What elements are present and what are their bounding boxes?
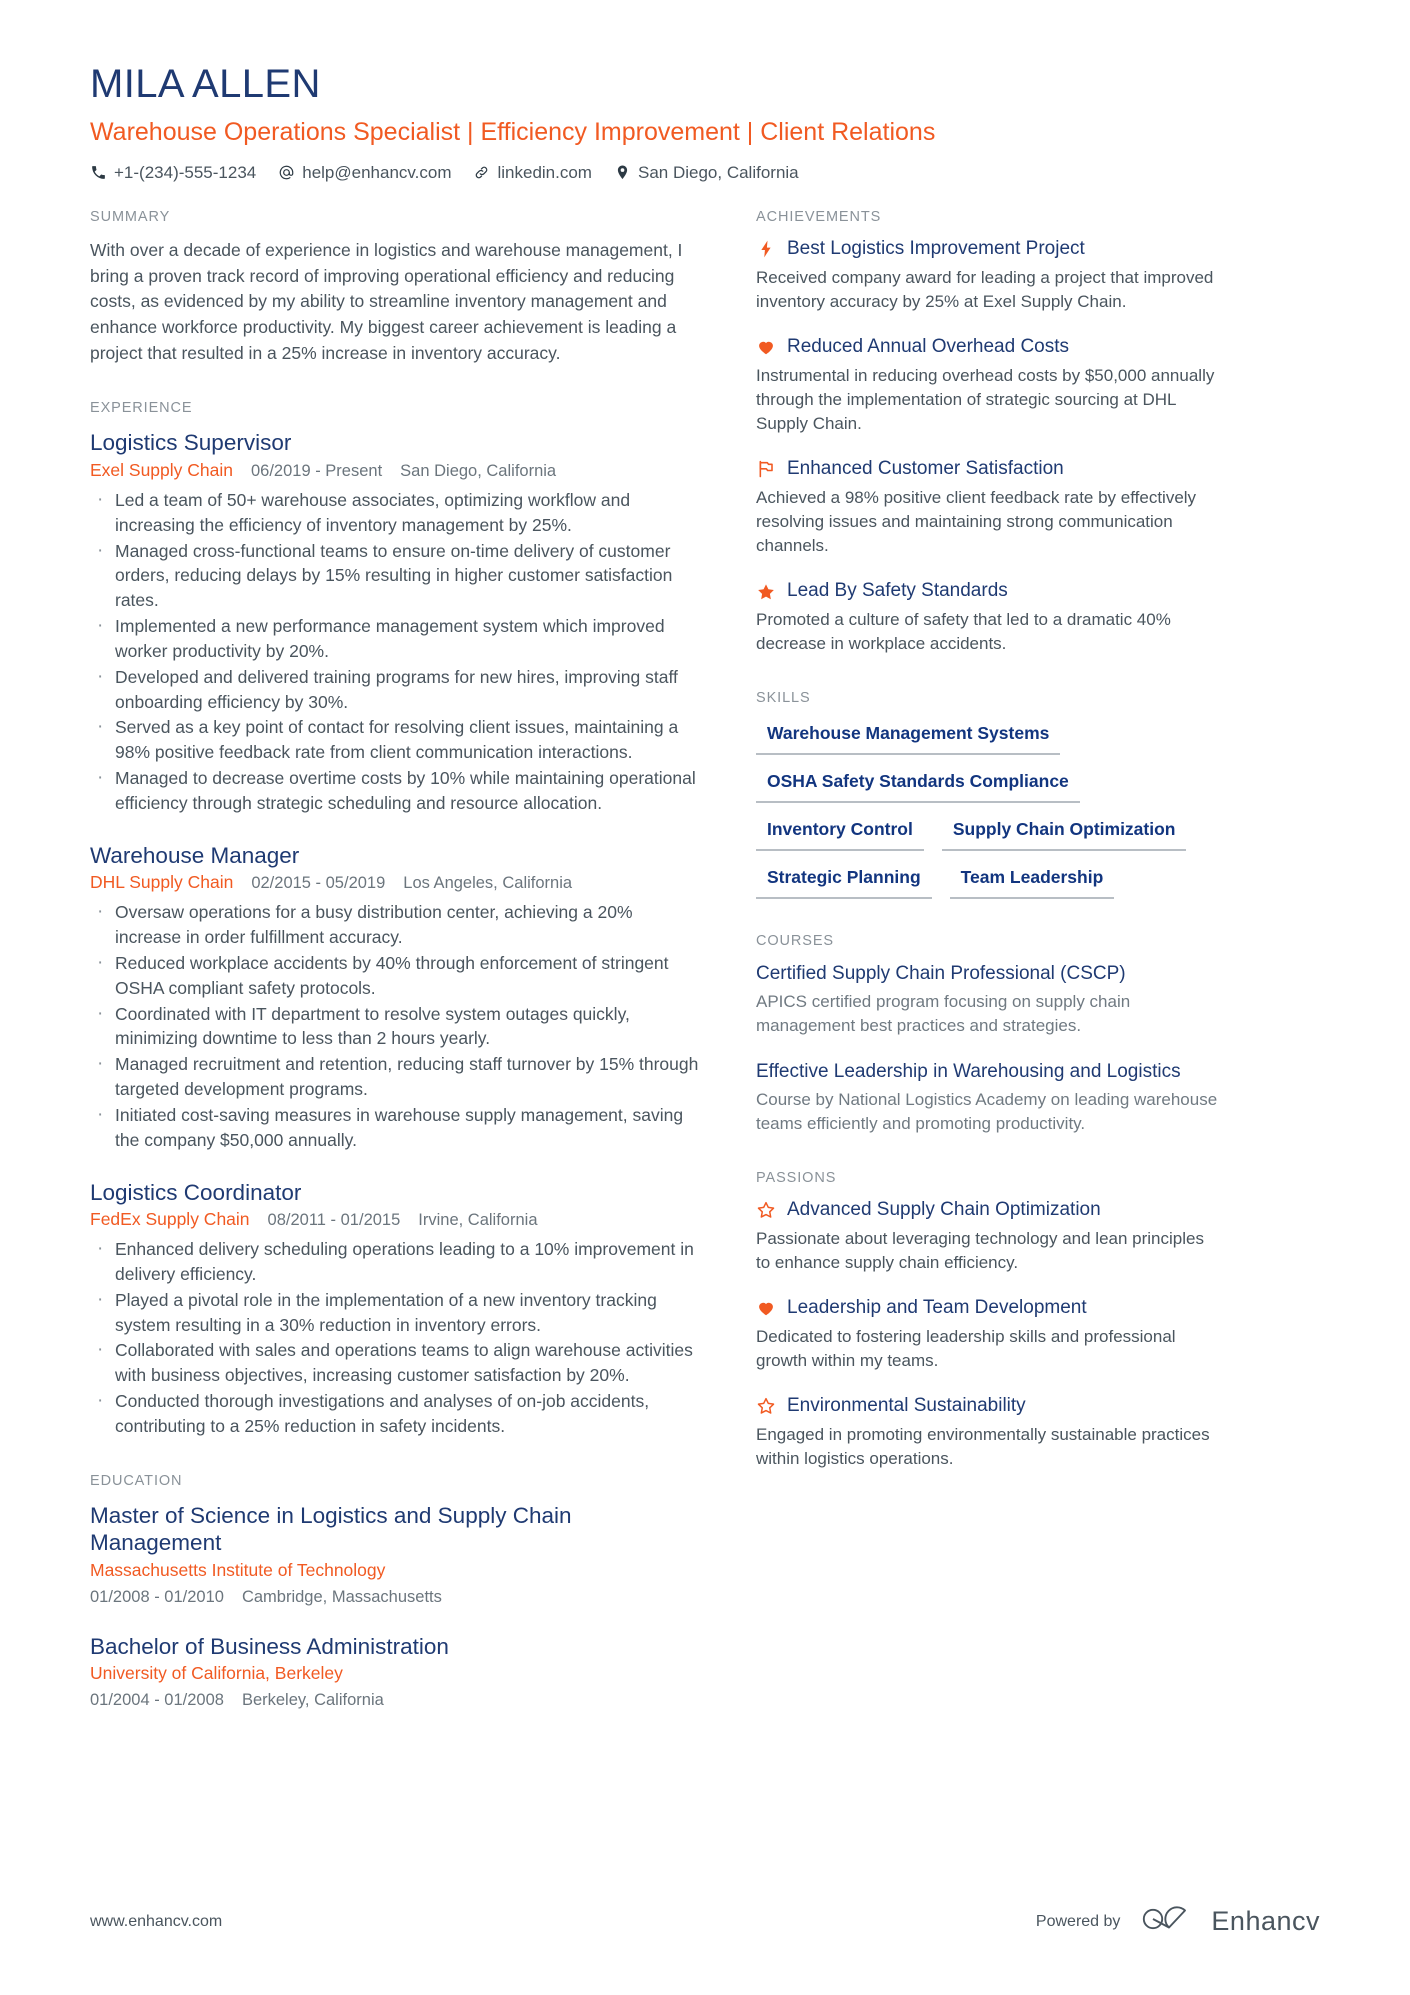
experience-entry	[90, 842, 700, 1153]
achievement-item-description: Achieved a 98% positive client feedback rate by effectively resolving issues and maintaining strong communication channels.	[756, 487, 1197, 556]
achievement-item-head	[756, 238, 1220, 261]
passion-item	[756, 1199, 1220, 1275]
achievement-item-description: Received company award for leading a project that improved inventory accuracy by 25% at Exel Supply Chain.	[756, 267, 1214, 311]
resume-footer	[90, 1906, 1320, 1937]
course-item	[756, 1060, 1220, 1136]
achievement-item-title: Best Logistics Improvement Project	[787, 237, 1085, 259]
powered-by-label: Powered by	[1035, 1912, 1121, 1930]
contact-item-email[interactable]	[278, 163, 451, 183]
contact-text: San Diego, California	[637, 162, 799, 182]
company-name: DHL Supply Chain	[90, 872, 234, 893]
resume-body	[0, 209, 1410, 1744]
school-name: Massachusetts Institute of Technology	[90, 1559, 386, 1580]
right-column	[756, 209, 1220, 1505]
skill-tag: Supply Chain Optimization	[942, 815, 1187, 851]
passion-item-title: Advanced Supply Chain Optimization	[787, 1198, 1101, 1220]
courses-section	[756, 933, 1220, 1136]
experience-bullet: · Managed to decrease overtime costs by 10% while maintaining operational efficiency through strategic scheduling and resource allocation.	[90, 766, 700, 816]
experience-bullet: · Coordinated with IT department to resolve system outages quickly, minimizing downtime to less than 2 hours yearly.	[90, 1002, 700, 1052]
job-meta	[90, 460, 700, 481]
passions-section	[756, 1170, 1220, 1471]
experience-bullet: · Conducted thorough investigations and analyses of on-job accidents, contributing to a 25% reduction in safety incidents.	[90, 1389, 700, 1439]
achievement-item	[756, 238, 1220, 314]
experience-bullet: · Served as a key point of contact for resolving client issues, maintaining a 98% positive feedback rate from client communication interactions.	[90, 715, 700, 765]
job-meta	[90, 1209, 700, 1230]
experience-bullet: · Initiated cost-saving measures in warehouse supply management, saving the company $50,000 annually.	[90, 1103, 700, 1153]
star-outline-icon	[756, 1396, 776, 1416]
achievements-section-label: ACHIEVEMENTS	[756, 208, 882, 225]
education-dates: 01/2008 - 01/2010	[90, 1587, 224, 1606]
experience-entry	[90, 429, 700, 815]
contact-item-link[interactable]	[473, 163, 592, 183]
heart-filled-icon	[756, 337, 776, 357]
contact-item-location-pin[interactable]	[614, 163, 799, 183]
company-name: FedEx Supply Chain	[90, 1209, 250, 1230]
course-description: Course by National Logistics Academy on leading warehouse teams efficiently and promoting productivity.	[756, 1089, 1218, 1133]
professional-headline: Warehouse Operations Specialist | Efficiency Improvement | Client Relations	[90, 117, 936, 146]
skill-tag: Warehouse Management Systems	[756, 719, 1060, 755]
heart-filled-icon	[756, 1298, 776, 1318]
experience-bullet: · Enhanced delivery scheduling operations leading to a 10% improvement in delivery efficiency.	[90, 1237, 700, 1287]
achievements-section	[756, 209, 1220, 656]
passion-item	[756, 1297, 1220, 1373]
location-pin-icon	[614, 164, 631, 181]
education-location: Berkeley, California	[241, 1691, 384, 1710]
passion-item-head	[756, 1395, 1220, 1418]
skill-tag: Team Leadership	[950, 863, 1115, 899]
summary-section	[90, 209, 700, 367]
achievement-item-title: Lead By Safety Standards	[787, 580, 1008, 602]
experience-bullet: · Developed and delivered training programs for new hires, improving staff onboarding efficiency by 30%.	[90, 665, 700, 715]
passions-section-label: PASSIONS	[756, 1169, 837, 1186]
job-location: San Diego, California	[400, 461, 557, 480]
job-bullet-list	[90, 900, 700, 1152]
passions-list	[756, 1199, 1220, 1471]
left-column	[90, 209, 700, 1744]
contact-text: +1-(234)-555-1234	[114, 162, 257, 182]
job-location: Irvine, California	[418, 1211, 538, 1230]
star-filled-icon	[756, 582, 776, 602]
education-dates: 01/2004 - 01/2008	[90, 1691, 224, 1710]
job-dates: 08/2011 - 01/2015	[267, 1211, 401, 1230]
summary-section-label: SUMMARY	[90, 208, 171, 225]
experience-bullet: · Reduced workplace accidents by 40% through enforcement of stringent OSHA compliant safety protocols.	[90, 951, 700, 1001]
passion-item-title: Leadership and Team Development	[787, 1296, 1087, 1318]
achievement-item-head	[756, 458, 1220, 481]
contact-text: linkedin.com	[497, 162, 592, 182]
skill-tag: OSHA Safety Standards Compliance	[756, 767, 1080, 803]
footer-website-url[interactable]: www.enhancv.com	[90, 1912, 223, 1930]
degree-title: Master of Science in Logistics and Supply Chain Management	[90, 1502, 572, 1556]
achievement-item-title: Enhanced Customer Satisfaction	[787, 458, 1064, 480]
experience-bullet: · Oversaw operations for a busy distribution center, achieving a 20% increase in order fulfillment accuracy.	[90, 900, 700, 950]
passion-item-description: Passionate about leveraging technology and lean principles to enhance supply chain efficiency.	[756, 1228, 1204, 1272]
job-title: Logistics Coordinator	[90, 1179, 302, 1205]
achievement-item	[756, 336, 1220, 436]
experience-bullet: · Led a team of 50+ warehouse associates, optimizing workflow and increasing the efficiency of inventory management by 25%.	[90, 488, 700, 538]
contact-item-phone[interactable]	[90, 163, 256, 183]
resume-header	[0, 0, 1410, 183]
job-location: Los Angeles, California	[403, 874, 573, 893]
lightning-bolt-icon	[756, 239, 776, 259]
school-name: University of California, Berkeley	[90, 1663, 343, 1684]
skill-tag: Strategic Planning	[756, 863, 932, 899]
experience-section-label: EXPERIENCE	[90, 400, 193, 417]
course-item	[756, 962, 1220, 1038]
experience-bullet: · Collaborated with sales and operations teams to align warehouse activities with business objectives, increasing customer satisfaction by 20%.	[90, 1338, 700, 1388]
contact-row	[90, 163, 1320, 183]
company-name: Exel Supply Chain	[90, 459, 233, 480]
education-entry	[90, 1502, 700, 1607]
education-dates-row	[90, 1691, 700, 1710]
contact-text: help@enhancv.com	[302, 162, 452, 182]
achievement-item-head	[756, 580, 1220, 603]
flag-outline-icon	[756, 459, 776, 479]
experience-bullet: · Played a pivotal role in the implementation of a new inventory tracking system resulting in a 30% reduction in inventory errors.	[90, 1288, 700, 1338]
experience-section	[90, 400, 700, 1438]
experience-entry	[90, 1179, 700, 1439]
achievements-list	[756, 238, 1220, 656]
job-dates: 02/2015 - 05/2019	[251, 874, 386, 893]
enhancv-mark-icon	[1142, 1906, 1198, 1937]
achievement-item-title: Reduced Annual Overhead Costs	[787, 335, 1070, 357]
degree-title: Bachelor of Business Administration	[90, 1633, 449, 1659]
education-meta	[90, 1663, 700, 1684]
course-title: Certified Supply Chain Professional (CSCP)	[756, 963, 1126, 985]
page-title: MILA ALLEN	[90, 62, 321, 106]
experience-bullet: · Managed cross-functional teams to ensure on-time delivery of customer orders, reducing delays by 15% resulting in higher customer satisfaction rates.	[90, 539, 700, 614]
education-section-label: EDUCATION	[90, 1472, 183, 1489]
education-list	[90, 1502, 700, 1710]
job-title: Warehouse Manager	[90, 842, 300, 868]
education-dates-row	[90, 1588, 700, 1607]
course-title: Effective Leadership in Warehousing and Logistics	[756, 1061, 1181, 1083]
email-icon	[278, 164, 295, 181]
education-entry	[90, 1633, 700, 1710]
experience-bullet: · Managed recruitment and retention, reducing staff turnover by 15% through targeted development programs.	[90, 1052, 700, 1102]
experience-bullet: · Implemented a new performance management system which improved worker productivity by 20%.	[90, 614, 700, 664]
course-description: APICS certified program focusing on supply chain management best practices and strategies.	[756, 991, 1131, 1035]
job-bullet-list	[90, 488, 700, 816]
skill-tag: Inventory Control	[756, 815, 924, 851]
achievement-item	[756, 580, 1220, 656]
job-dates: 06/2019 - Present	[251, 461, 383, 480]
star-outline-icon	[756, 1200, 776, 1220]
job-bullet-list	[90, 1237, 700, 1439]
passion-item-head	[756, 1199, 1220, 1222]
achievement-item	[756, 458, 1220, 558]
skills-section	[756, 690, 1220, 899]
passion-item-description: Engaged in promoting environmentally sustainable practices within logistics operations.	[756, 1424, 1210, 1468]
footer-branding	[1036, 1906, 1320, 1937]
skills-section-label: SKILLS	[756, 690, 811, 707]
experience-list	[90, 429, 700, 1438]
education-location: Cambridge, Massachusetts	[241, 1587, 442, 1606]
achievement-item-head	[756, 336, 1220, 359]
courses-list	[756, 962, 1220, 1136]
link-icon	[473, 164, 490, 181]
job-meta	[90, 872, 700, 893]
enhancv-logo	[1142, 1906, 1320, 1937]
skills-list	[756, 719, 1220, 899]
phone-icon	[90, 164, 107, 181]
passion-item-head	[756, 1297, 1220, 1320]
courses-section-label: COURSES	[756, 933, 835, 950]
passion-item	[756, 1395, 1220, 1471]
achievement-item-description: Promoted a culture of safety that led to a dramatic 40% decrease in workplace accidents.	[756, 609, 1171, 654]
summary-text: With over a decade of experience in logistics and warehouse management, I bring a proven track record of improving operational efficiency and reducing costs, as evidenced by my ability to streamline inventory management and enhance workforce productivity. My biggest career achievement is leading a project that resulted in a 25% increase in inventory accuracy.	[90, 239, 683, 363]
enhancv-wordmark: Enhancv	[1211, 1906, 1320, 1936]
education-section	[90, 1473, 700, 1710]
achievement-item-description: Instrumental in reducing overhead costs by $50,000 annually through the implementation of strategic sourcing at DHL Supply Chain.	[756, 365, 1215, 433]
job-title: Logistics Supervisor	[90, 430, 292, 456]
passion-item-title: Environmental Sustainability	[787, 1394, 1026, 1416]
education-meta	[90, 1560, 700, 1581]
passion-item-description: Dedicated to fostering leadership skills and professional growth within my teams.	[756, 1326, 1176, 1370]
